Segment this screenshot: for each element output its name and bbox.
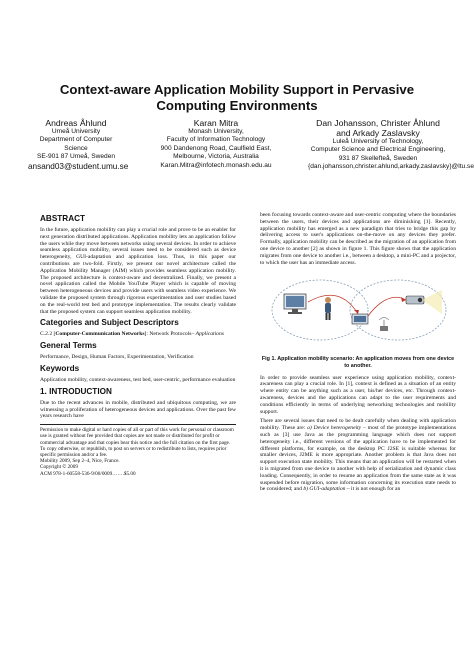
author-3-email: {dan.johansson,christer.ahlund,arkady.zaslavsky}@ltu.se bbox=[308, 163, 474, 171]
author-2 bbox=[158, 118, 274, 172]
copyright-notice bbox=[40, 424, 236, 477]
right-column bbox=[260, 212, 456, 496]
mini-pc-icon bbox=[352, 314, 368, 324]
figure-1-caption: Fig 1. Application mobility scenario: An application moves from one device to another. bbox=[261, 356, 455, 369]
access-point-icon bbox=[379, 318, 389, 332]
author-1 bbox=[28, 118, 129, 172]
network-cloud-left bbox=[272, 280, 368, 340]
migration-arrow-1 bbox=[308, 296, 358, 315]
abstract-text: In the future, application mobility can play a crucial role and prove to be an enabler for next generation distributed applications. Application mobility lets an application follow the users while they move between networks using several devices. In order to achieve seamless application mobility, several issues need to be considered such as device heterogeneity, GUI-adaptation and application loss. Thus, in this paper our contributions are two-fold. Firstly, we present our novel architecture called the Application Mobility Manager (AIM) which provides seamless application mobility. The proposed architecture is context-aware and decentralized. Finally, we present a novel application called the Mobile YouTube Player which is capable of moving between heterogeneous devices and provide users with seamless video experience. We validate the proposed system through rigorous experimentation and user studies based on the real-world test bed and prototype implementation. The results clearly validate that the proposed system can support seamless application mobility. bbox=[40, 227, 236, 315]
user-icon bbox=[325, 297, 331, 320]
categories-middle: ]: Network Protocols– bbox=[144, 331, 196, 338]
projector-icon bbox=[406, 290, 442, 314]
author-1-dept: Department of Computer Science bbox=[39, 136, 113, 152]
conference-line: Mobility 2009, Sep 2–4, Nice, France. bbox=[40, 458, 120, 465]
issues-tail: – it is not enough for an bbox=[345, 486, 401, 493]
copyright-line: Copyright © 2009 bbox=[40, 464, 78, 471]
issue-device-heterogeneity: a) Device heterogeneity bbox=[307, 425, 362, 432]
author-3-address: 931 87 Skellefteå, Sweden bbox=[338, 154, 418, 162]
issues-body: – most of the prototype implementations such as [3] use Java as the programming language which does not support heterogeneity i.e., different versions of the application have to be implemented for different platforms, for example, on the desktop PC J2SE is suitable whereas for smaller devices, J2ME is more appropriate. Another problem is that Java does not support execution state mobility. This means that an application will be restarted when it is migrated from one device to another with help of serialization and dynamic class loading. Consequently, in order to resume an application from the same state as it was suspended before migration, some information concerning its execution state needs to be considered; and bbox=[260, 425, 456, 493]
figure-1 bbox=[260, 270, 456, 354]
keywords-heading: Keywords bbox=[40, 363, 80, 373]
introduction-heading: 1. INTRODUCTION bbox=[40, 386, 112, 396]
author-3-name: Dan Johansson, Christer Åhlund and Arkady Zaslavsky bbox=[316, 118, 440, 138]
issues-intro: There are several issues that need to be dealt carefully when dealing with application mobility. These are: bbox=[260, 418, 456, 432]
author-2-address: 900 Dandenong Road, Caulfield East, bbox=[160, 144, 272, 152]
author-block bbox=[28, 118, 474, 172]
categories-prefix: C.2.2 [ bbox=[40, 331, 56, 338]
context-awareness-text: In order to provide seamless user experience using application mobility, context-awareness can play a crucial role. In [1], context is defined as a situation of an entity where entity can be anything such as a user, his/her devices, etc. Through context-awareness, devices and the applications can adapt to the user requirements and conditions efficiently in terms of underlying networking technologies and mobility support. bbox=[260, 374, 456, 415]
network-cloud-right bbox=[350, 280, 446, 340]
author-2-org: Monash University, bbox=[188, 128, 244, 135]
author-2-dept: Faculty of Information Technology bbox=[166, 136, 266, 144]
author-1-address: SE-901 87 Umeå, Sweden bbox=[36, 153, 116, 161]
left-column bbox=[40, 212, 236, 477]
permission-text: Permission to make digital or hard copies of all or part of this work for personal or classroom use is granted without fee provided that copies are not made or distributed for profit or commercial advantage and that copies bear this notice and the full citation on the first page. To copy otherwise, or republish, to post on servers or to redistribute to lists, requires prior specific permission and/or a fee. bbox=[40, 427, 234, 458]
isbn-line: ACM 978-1-60558-536-9/00/0009…….$5.00 bbox=[40, 470, 136, 477]
introduction-text: Due to the recent advances in mobile, distributed and ubiquitous computing, we are witnessing a proliferation of heterogeneous devices and applications. Over the past few years research have bbox=[40, 399, 236, 420]
general-terms-heading: General Terms bbox=[40, 341, 97, 351]
categories-italic: Applications bbox=[195, 331, 224, 338]
author-2-name: Karan Mitra bbox=[193, 118, 239, 128]
author-1-name: Andreas Åhlund bbox=[45, 118, 107, 128]
author-1-email: ansand03@student.umu.se bbox=[28, 161, 129, 171]
migration-arrow-1-head bbox=[354, 310, 359, 314]
issues-text bbox=[260, 418, 456, 493]
mobility-scenario-illustration bbox=[260, 270, 456, 354]
categories-text bbox=[40, 331, 236, 338]
author-3-dept: Computer Science and Electrical Engineering, bbox=[310, 146, 446, 154]
author-3 bbox=[308, 118, 474, 172]
desktop-icon bbox=[284, 294, 306, 314]
author-2-address2: Melbourne, Victoria, Australia bbox=[173, 153, 259, 161]
author-2-email: Karan.Mitra@infotech.monash.edu.au bbox=[160, 161, 272, 169]
general-terms-text: Performance, Design, Human Factors, Experimentation, Verification bbox=[40, 354, 194, 361]
paper-title: Context-aware Application Mobility Support in Pervasive Computing Environments bbox=[59, 82, 415, 113]
categories-bold: Computer-Communication Networks bbox=[55, 331, 145, 338]
author-1-org: Umeå University bbox=[51, 128, 101, 135]
issue-gui-adaptation: b) GUI-adaptation bbox=[303, 486, 346, 493]
intro-continued-text: been focusing towards context-aware and user-centric computing where the boundaries between the users, their devices and applications are diminishing [1]. Recently, application mobility has emerged as a new paradigm that tries to bridge this gap by delivering access to user's applications on-the-move on any devices they prefer. Formally, application mobility can be described as the migration of an application from one device to another [2] as shown in figure 1. This figure shows that the application migrates from one device to another i.e., between a desktop, a mini-PC and a projector, to which the user has an immediate access. bbox=[260, 212, 456, 266]
migration-arrow-2 bbox=[368, 298, 406, 317]
categories-heading: Categories and Subject Descriptors bbox=[40, 318, 179, 328]
keywords-text: Application mobility, context-awareness, test bed, user-centric, performance evaluation bbox=[40, 376, 236, 383]
abstract-heading: ABSTRACT bbox=[40, 214, 86, 223]
author-3-org: Luleå University of Technology, bbox=[332, 138, 424, 145]
